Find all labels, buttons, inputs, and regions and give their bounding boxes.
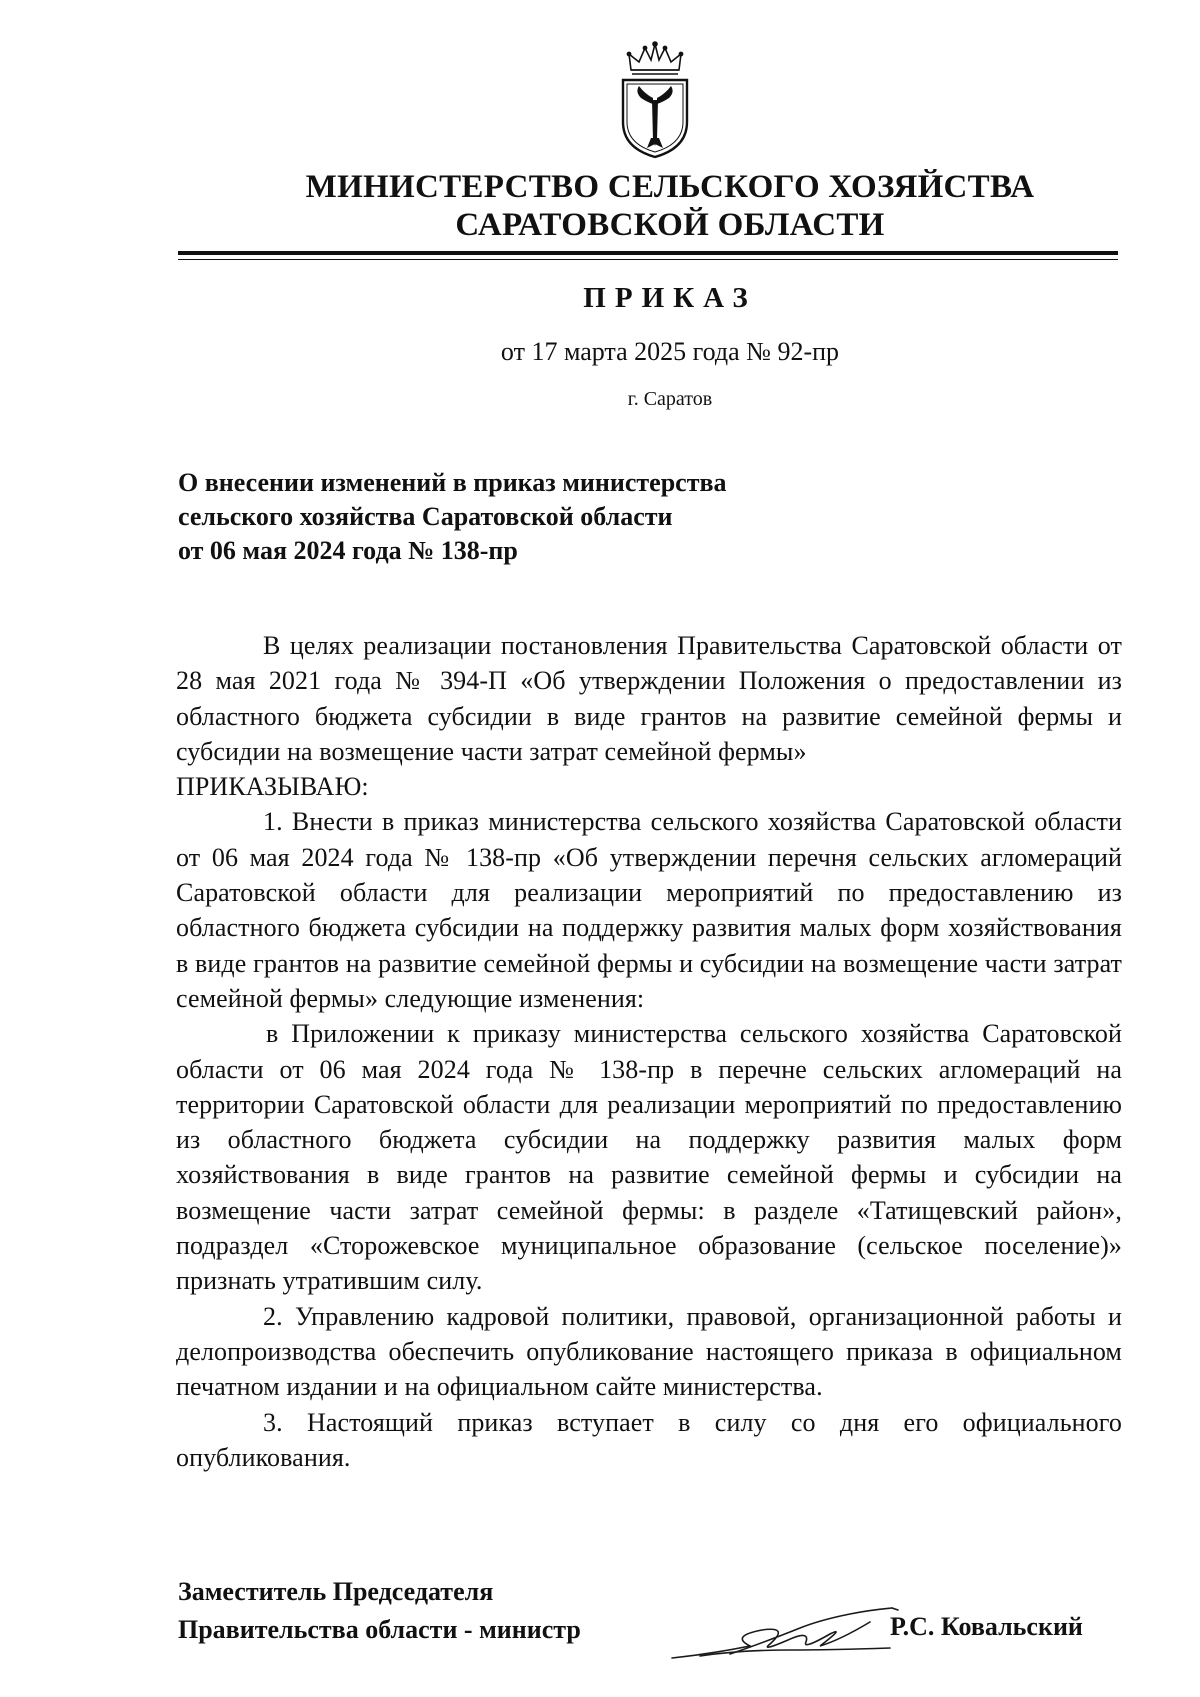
order-body [176, 628, 1122, 1475]
ministry-name-line2: САРАТОВСКОЙ ОБЛАСТИ [455, 207, 885, 243]
item-1-subpoint: в Приложении к приказу министерства сельского хозяйства Саратовской области от 06 мая 2024 года № 138-пр в перечне сельских агломераций на территории Саратовской области для реализации мероприятий по предоставлению из областного бюджета субсидии на поддержку развития малых форм хозяйствования в виде грантов на развитие семейной фермы и субсидии на возмещение части затрат семейной фермы: в разделе «Татищевский район», подраздел «Сторожевское муниципальное образование (сельское поселение)» признать утратившим силу. [176, 1019, 1122, 1296]
preamble-paragraph [176, 628, 1122, 804]
document-type-title: ПРИКАЗ [583, 282, 757, 314]
handwritten-signature [670, 1600, 900, 1670]
preamble-text: В целях реализации постановления Правительства Саратовской области от 28 мая 2021 года № 394-П «Об утверждении Положения о предоставлении из областного бюджета субсидии в виде грантов на развитие семейной фермы и субсидии на возмещение части затрат семейной фермы» [176, 631, 1122, 766]
command-word: ПРИКАЗЫВАЮ: [176, 772, 369, 802]
header-rule-thin [178, 259, 1118, 260]
subject-line1: О внесении изменений в приказ министерства [178, 468, 727, 497]
ministry-name-line1: МИНИСТЕРСТВО СЕЛЬСКОГО ХОЗЯЙСТВА [305, 169, 1035, 205]
signatory-name: Р.С. Ковальский [890, 1612, 1083, 1641]
signatory-position-line1: Заместитель Председателя [178, 1577, 494, 1606]
signatory-position [178, 1573, 581, 1649]
order-city: г. Саратов [627, 388, 713, 410]
item-2: 2. Управлению кадровой политики, правовой, организационной работы и делопроизводства обеспечить опубликование настоящего приказа в официальном печатном издании и на официальном сайте министерства. [176, 1301, 1122, 1402]
coat-of-arms-icon [615, 40, 695, 160]
item-3: 3. Настоящий приказ вступает в силу со дня его официального опубликования. [176, 1407, 1122, 1472]
ministry-name [160, 168, 1180, 244]
order-date-number: от 17 марта 2025 года № 92-пр [500, 337, 840, 366]
subject-line3: от 06 мая 2024 года № 138-пр [178, 536, 518, 565]
order-subject [178, 466, 727, 568]
signatory-position-line2: Правительства области - министр [178, 1615, 581, 1644]
header-rule-thick [178, 251, 1118, 255]
subject-line2: сельского хозяйства Саратовской области [178, 502, 673, 531]
item-1: 1. Внести в приказ министерства сельского хозяйства Саратовской области от 06 мая 2024 года № 138-пр «Об утверждении перечня сельских агломераций Саратовской области для реализации мероприятий по предоставлению из областного бюджета субсидии на поддержку развития малых форм хозяйствования в виде грантов на развитие семейной фермы и субсидии на возмещение части затрат семейной фермы» следующие изменения: [176, 807, 1122, 1013]
